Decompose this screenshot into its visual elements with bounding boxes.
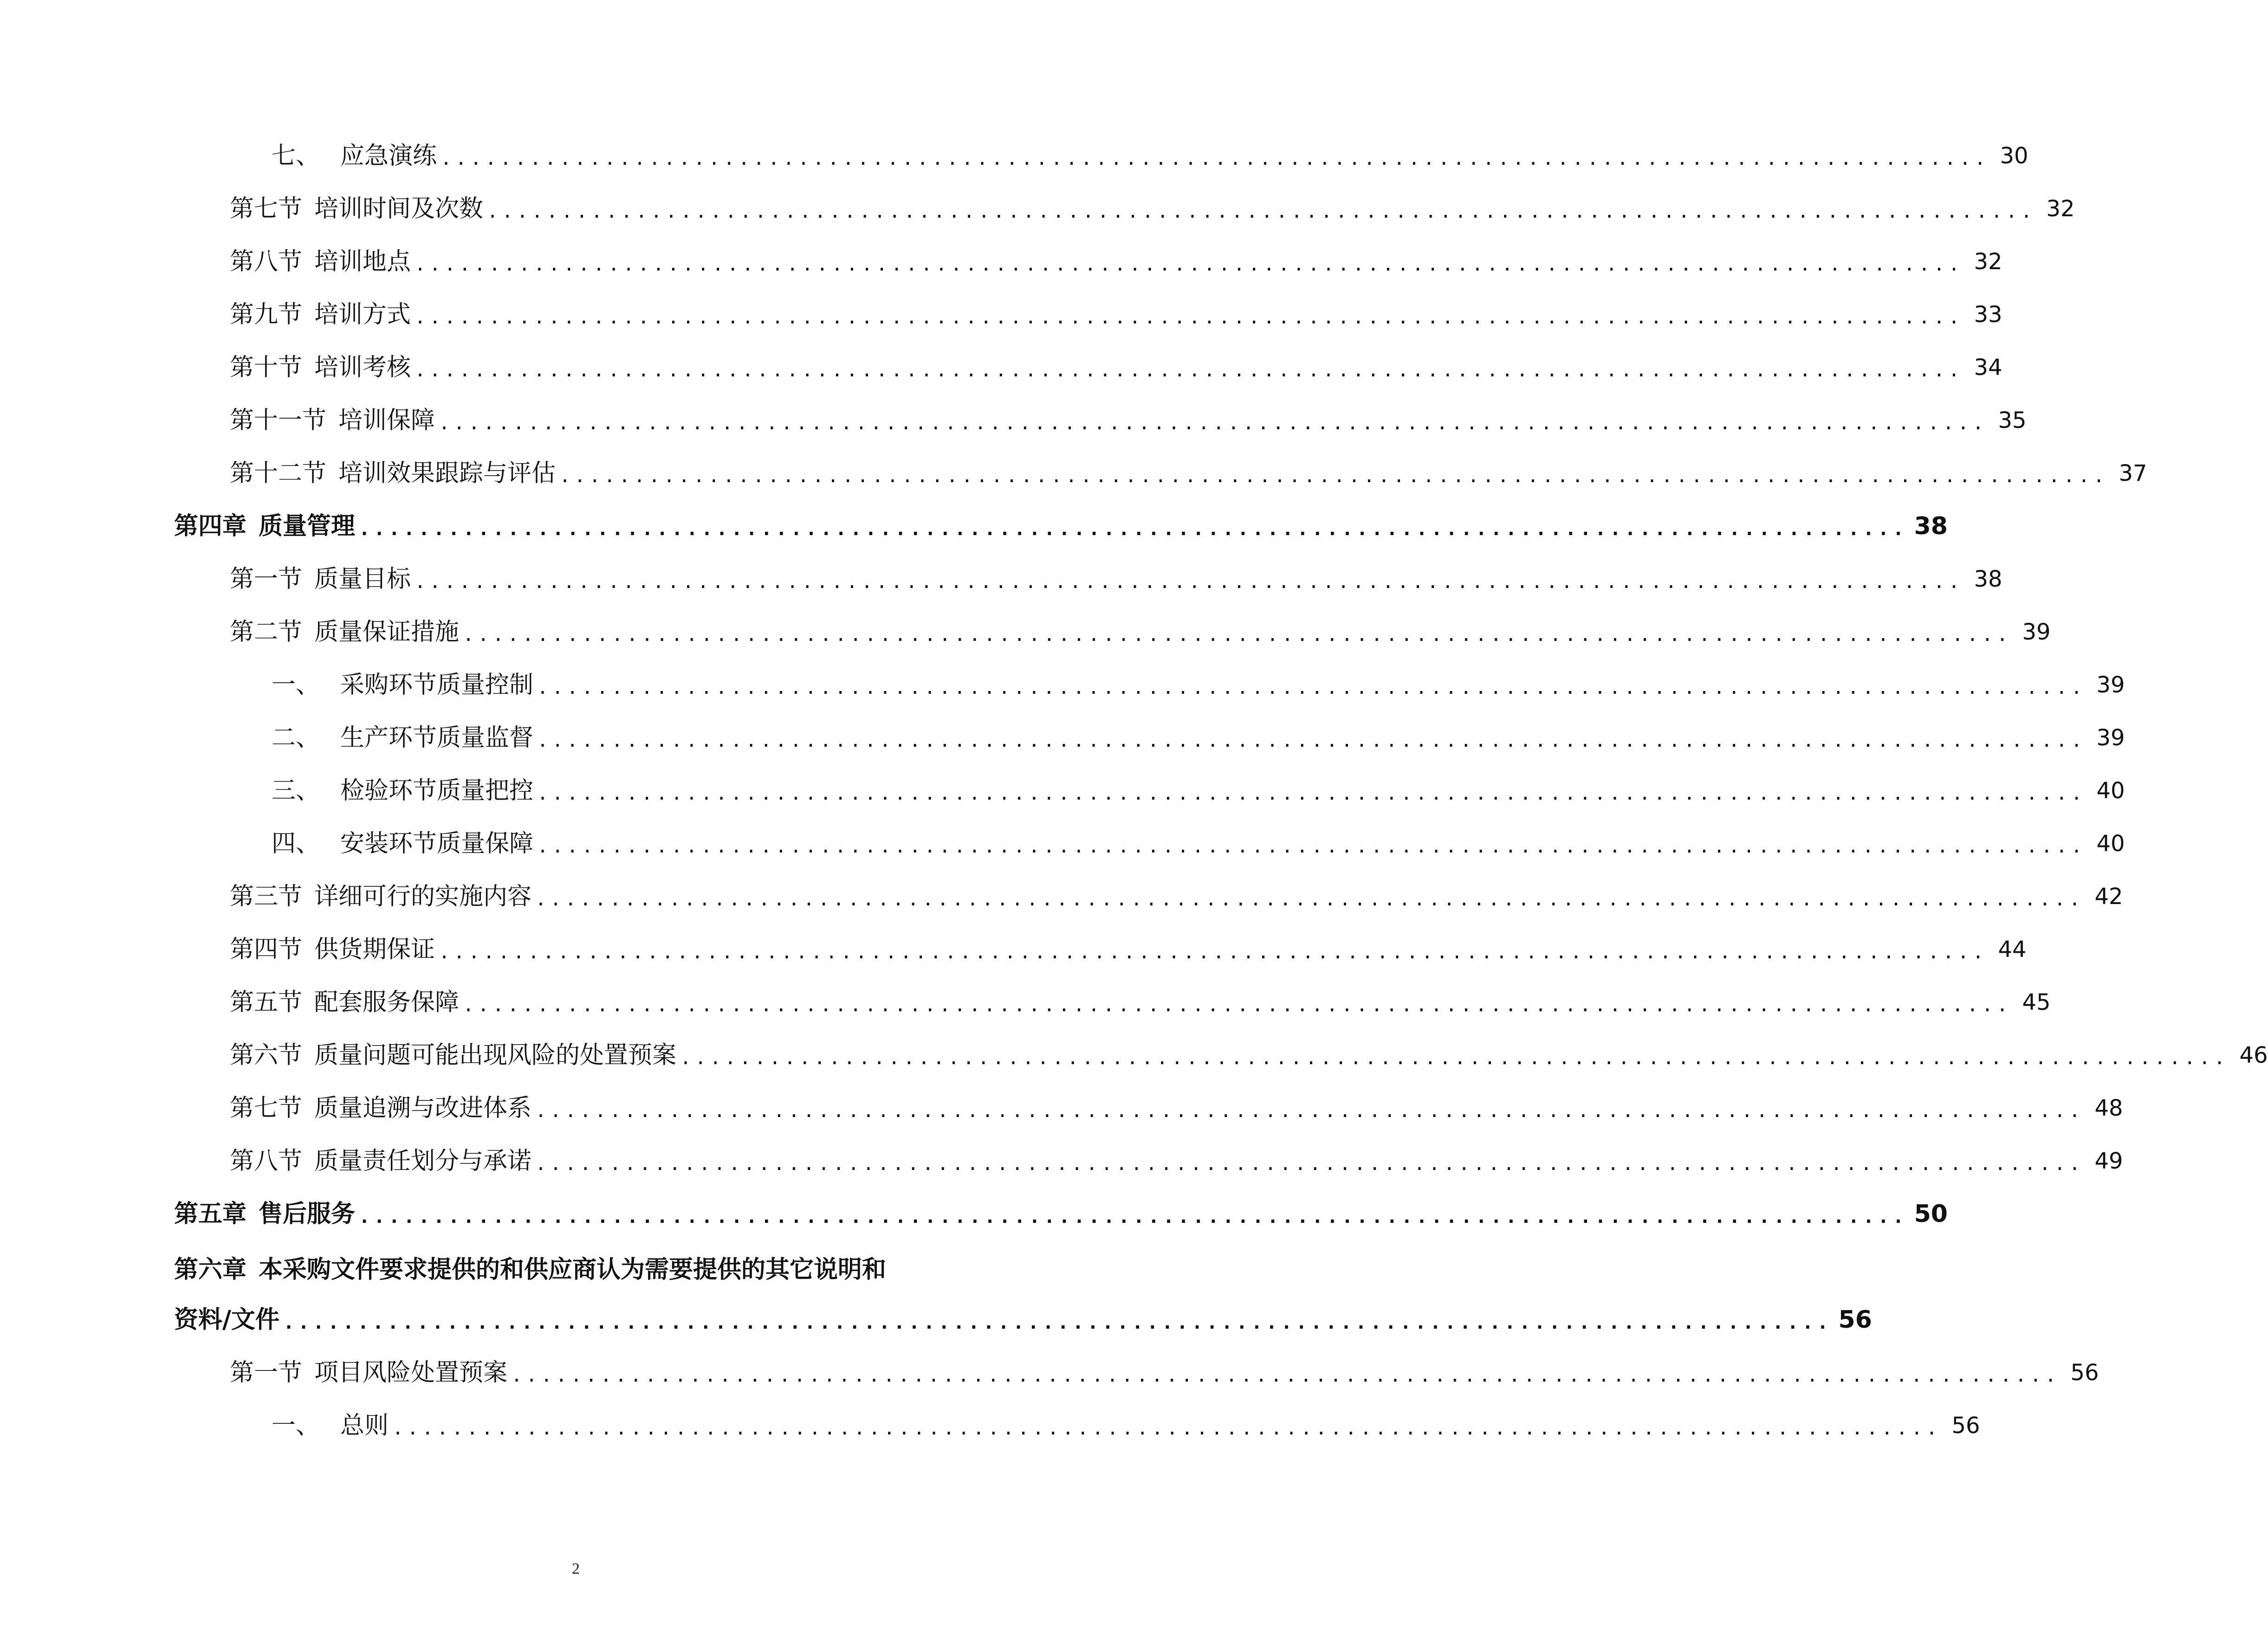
toc-number: 第十一节: [230, 407, 327, 434]
toc-page-number: 38: [1914, 512, 1948, 540]
toc-leader: ........................................................................................................: [537, 836, 2086, 857]
toc-leader: ........................................................................................................: [537, 677, 2086, 698]
toc-page-number: 48: [2094, 1095, 2123, 1121]
page-number: 2: [572, 1560, 580, 1577]
toc-title: 培训效果跟踪与评估: [338, 459, 556, 487]
toc-page-number: 39: [2022, 619, 2051, 645]
toc-leader: ........................................................................................................: [392, 1418, 1941, 1439]
toc-page-number: 56: [1838, 1306, 1872, 1334]
toc-number: 一、: [272, 671, 320, 699]
toc-title: 生产环节质量监督: [340, 724, 534, 752]
toc-leader: ........................................................................................................: [359, 518, 1908, 540]
toc-title: 质量管理: [259, 512, 356, 540]
toc-number: 第四章: [174, 512, 247, 540]
toc-page-number: 35: [1998, 407, 2027, 433]
toc-leader: ........................................................................................................: [511, 1365, 2060, 1386]
toc-title: 培训方式: [314, 301, 411, 329]
toc-leader: ........................................................................................................: [487, 201, 2036, 222]
toc-title: 本采购文件要求提供的和供应商认为需要提供的其它说明和: [259, 1255, 887, 1284]
toc-page-number: 40: [2096, 831, 2125, 857]
toc-title: 采购环节质量控制: [340, 671, 534, 699]
toc-title: 质量问题可能出现风险的处置预案: [314, 1041, 677, 1069]
toc-title: 项目风险处置预案: [314, 1359, 508, 1387]
toc-number: 第七节: [230, 195, 303, 223]
toc-page-number: 56: [1951, 1413, 1980, 1439]
toc-page-number: 40: [2096, 778, 2125, 804]
toc-entry[interactable]: [272, 1402, 1980, 1449]
toc-title: 质量追溯与改进体系: [314, 1094, 532, 1122]
toc-leader: ........................................................................................................: [463, 995, 2012, 1016]
toc-number: 第二节: [230, 618, 303, 646]
toc-title: 总则: [340, 1412, 389, 1440]
toc-number: 第四节: [230, 936, 303, 963]
toc-entry[interactable]: [230, 1350, 2099, 1396]
toc-number: 一、: [272, 1412, 320, 1440]
toc-entry[interactable]: [230, 1085, 2123, 1131]
toc-page-number: 50: [1914, 1200, 1948, 1228]
toc-leader: ........................................................................................................: [439, 413, 1988, 434]
toc-chapter-entry[interactable]: [174, 1191, 1948, 1237]
toc-leader: ........................................................................................................: [415, 571, 1963, 593]
toc-leader: ........................................................................................................: [535, 889, 2084, 910]
toc-title: 应急演练: [340, 142, 437, 170]
toc-title: 质量保证措施: [314, 618, 460, 646]
toc-title: 供货期保证: [314, 936, 435, 963]
toc-leader: ........................................................................................................: [441, 148, 1989, 169]
toc-page-number: 34: [1974, 355, 2002, 381]
toc-entry[interactable]: [230, 450, 2147, 497]
toc-leader: ........................................................................................................: [415, 360, 1963, 381]
toc-entry[interactable]: [230, 291, 2002, 338]
toc-entry[interactable]: [230, 979, 2051, 1026]
toc-title: 安装环节质量保障: [340, 830, 534, 858]
toc-title: 配套服务保障: [314, 988, 460, 1016]
toc-page-number: 32: [1974, 249, 2002, 275]
toc-title: 培训保障: [338, 407, 435, 434]
toc-title: 培训时间及次数: [314, 195, 484, 223]
toc-number: 第十二节: [230, 459, 327, 487]
toc-entry[interactable]: [272, 133, 2028, 179]
toc-title: 检验环节质量把控: [340, 777, 534, 805]
toc-page-number: 37: [2119, 460, 2147, 486]
toc-leader: ........................................................................................................: [535, 1153, 2084, 1175]
toc-entry[interactable]: [230, 397, 2027, 444]
toc-number: 第九节: [230, 301, 303, 329]
toc-leader: ........................................................................................................: [535, 1100, 2084, 1122]
toc-entry[interactable]: [230, 873, 2123, 920]
toc-page-number: 38: [1974, 566, 2002, 592]
toc-number: 第七节: [230, 1094, 303, 1122]
toc-title: 资料/文件: [174, 1305, 279, 1334]
toc-number: 三、: [272, 777, 320, 805]
toc-chapter-entry-line1[interactable]: [174, 1244, 980, 1290]
toc-title: 培训地点: [314, 248, 411, 276]
toc-leader: ........................................................................................................: [415, 254, 1963, 275]
toc-page-number: 39: [2096, 672, 2125, 698]
toc-leader: ........................................................................................................: [559, 465, 2108, 487]
toc-number: 二、: [272, 724, 320, 752]
toc-number: 七、: [272, 142, 320, 170]
toc-entry[interactable]: [230, 1032, 2268, 1079]
toc-page-number: 56: [2070, 1360, 2099, 1386]
toc-number: 第五节: [230, 988, 303, 1016]
toc-page-number: 42: [2094, 884, 2123, 910]
toc-chapter-entry-line2[interactable]: [174, 1297, 1872, 1343]
toc-page-number: 39: [2096, 725, 2125, 751]
toc-number: 第十节: [230, 354, 303, 381]
toc-page-number: 44: [1998, 937, 2027, 963]
toc-entry[interactable]: [272, 715, 2125, 761]
toc-entry[interactable]: [230, 609, 2051, 655]
toc-number: 第六章: [174, 1255, 247, 1284]
toc-leader: ........................................................................................................: [283, 1312, 1832, 1333]
toc-leader: ........................................................................................................: [537, 783, 2086, 804]
toc-entry[interactable]: [230, 186, 2075, 232]
toc-number: 第五章: [174, 1200, 247, 1228]
toc-entry[interactable]: [272, 820, 2125, 867]
toc-number: 第一节: [230, 1359, 303, 1387]
toc-title: 培训考核: [314, 354, 411, 381]
toc-entry[interactable]: [230, 926, 2027, 973]
toc-page-number: 33: [1974, 302, 2002, 328]
toc-page-number: 32: [2046, 196, 2075, 222]
toc-entry[interactable]: [230, 239, 2002, 285]
toc-entry[interactable]: [230, 556, 2002, 602]
toc-page-number: 49: [2094, 1148, 2123, 1174]
toc-entry[interactable]: [230, 344, 2002, 391]
toc-title: 售后服务: [259, 1200, 356, 1228]
toc-title: 质量目标: [314, 565, 411, 593]
toc-leader: ........................................................................................................: [537, 730, 2086, 751]
toc-leader: ........................................................................................................: [680, 1047, 2229, 1069]
toc-number: 第一节: [230, 565, 303, 593]
toc-entry[interactable]: [272, 662, 2125, 708]
toc-number: 第六节: [230, 1041, 303, 1069]
toc-title: 质量责任划分与承诺: [314, 1147, 532, 1175]
toc-number: 第三节: [230, 883, 303, 911]
toc-entry[interactable]: [230, 1138, 2123, 1184]
toc-leader: ........................................................................................................: [439, 942, 1988, 963]
toc-title: 详细可行的实施内容: [314, 883, 532, 911]
toc-page-number: 45: [2022, 989, 2051, 1015]
toc-number: 第八节: [230, 248, 303, 276]
toc-number: 四、: [272, 830, 320, 858]
toc-leader: ........................................................................................................: [415, 307, 1963, 328]
toc-number: 第八节: [230, 1147, 303, 1175]
toc-page-number: 46: [2239, 1042, 2268, 1068]
toc-entry[interactable]: [272, 768, 2125, 814]
toc-leader: ........................................................................................................: [463, 624, 2012, 646]
toc-chapter-entry[interactable]: [174, 503, 1948, 549]
toc-page-number: 30: [2000, 143, 2028, 169]
toc-leader: ........................................................................................................: [359, 1206, 1908, 1227]
